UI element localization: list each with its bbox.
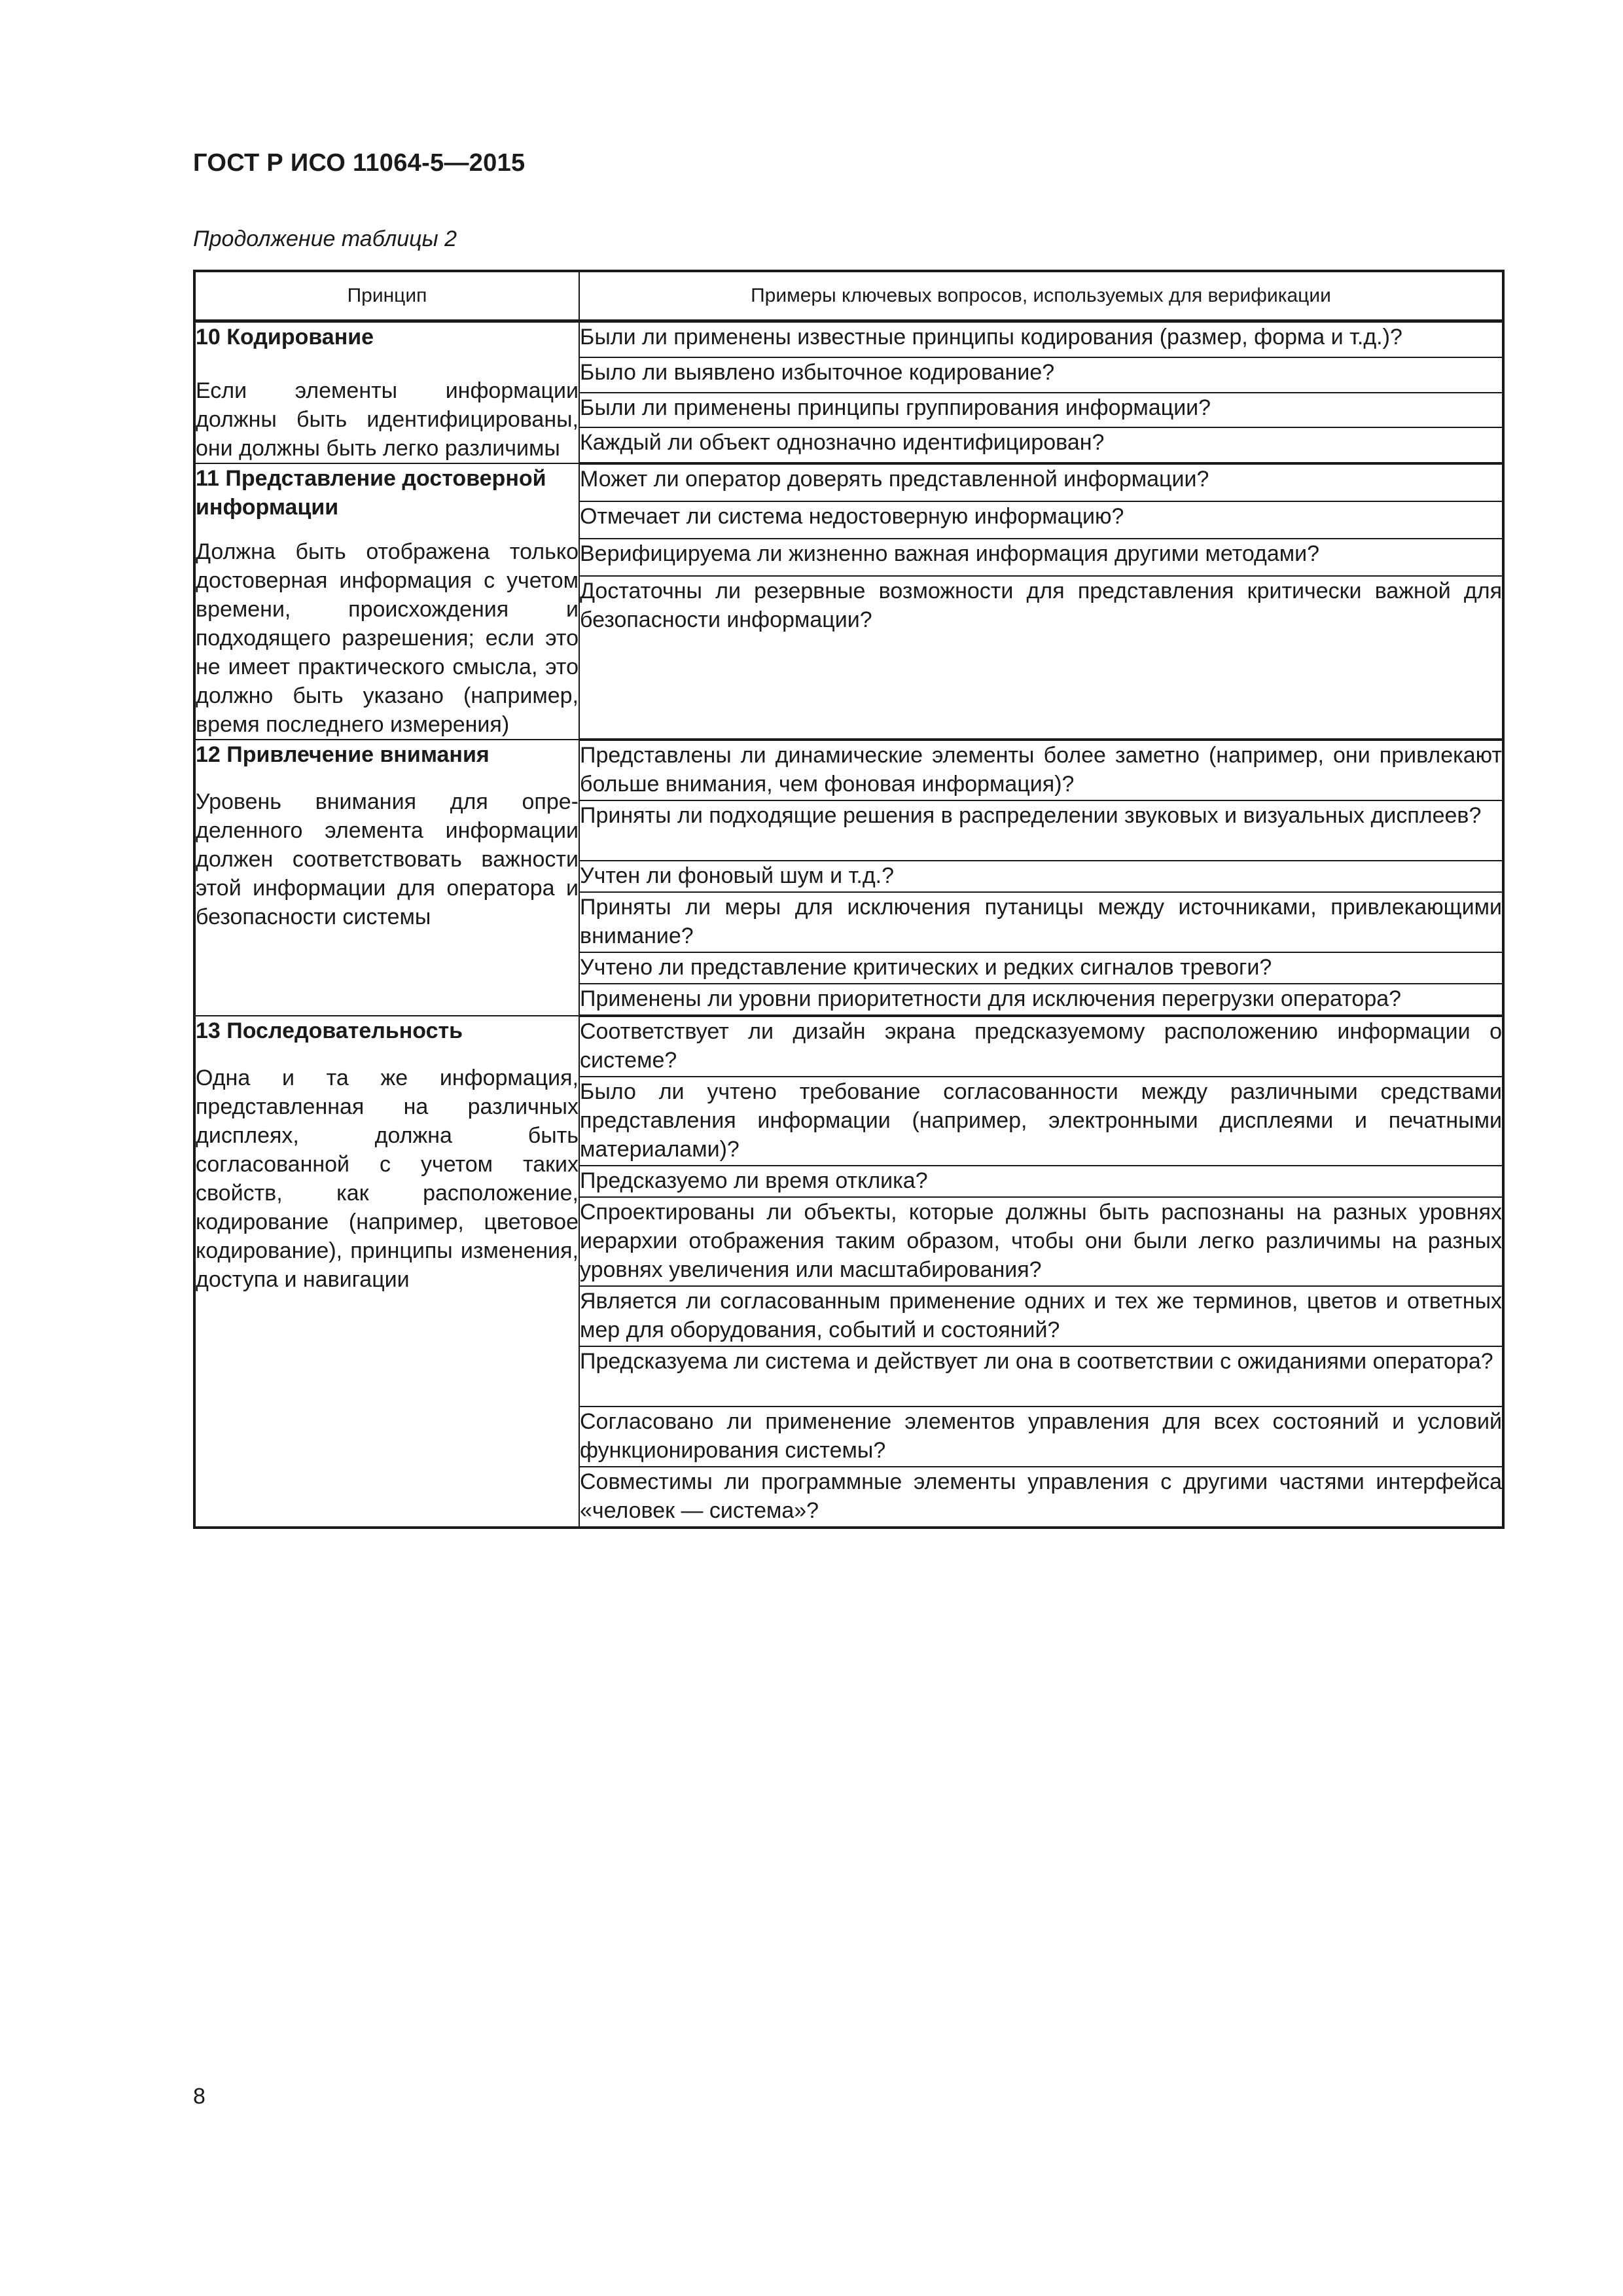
table-header-row — [194, 271, 1503, 321]
question-cell: Было ли выявлено избыточное кодирование? — [579, 357, 1503, 393]
table-row — [194, 1016, 1503, 1077]
question-cell: Согласовано ли применение элементов управления для всех состояний и условий функционирования системы? — [579, 1407, 1503, 1467]
question-cell: Приняты ли меры для исключения путаницы между источниками, привлекающими внимание? — [579, 892, 1503, 952]
principle-title: 11 Представление достоверной информации — [196, 466, 546, 520]
question-cell: Достаточны ли резервные возможности для представления критически важной для безопасности информации? — [579, 576, 1503, 740]
question-cell: Было ли учтено требование согласованности между различными средствами представления информации (например, электронными дисплеями и печатными материалами)? — [579, 1077, 1503, 1166]
principle-cell-13 — [194, 1016, 579, 1528]
question-cell: Приняты ли подходящие решения в распределении звуковых и визуальных дисплеев? — [579, 800, 1503, 861]
principle-description: Уровень внимания для определенного элемента информации должен соответствовать важности этой информации для оператора и безопасности системы — [196, 789, 579, 929]
table-caption: Продолжение таблицы 2 — [193, 226, 457, 251]
question-cell: Каждый ли объект однозначно идентифицирован? — [579, 427, 1503, 463]
column-header-questions: Примеры ключевых вопросов, используемых для верификации — [579, 271, 1503, 321]
document-code: ГОСТ Р ИСО 11064-5—2015 — [193, 149, 526, 177]
page-number: 8 — [193, 2084, 205, 2109]
table-row — [194, 321, 1503, 357]
principle-title: 12 Привлечение внимания — [196, 742, 490, 767]
principle-description: Одна и та же информация, представленная на различных дисплеях, должна быть согласованной с учетом таких свойств, как расположение, кодирование (например, цветовое кодирование), принципы изменения, доступа и навигации — [196, 1066, 579, 1292]
question-cell: Представлены ли динамические элементы более заметно (например, они привлекают больше внимания, чем фоновая информация)? — [579, 740, 1503, 800]
principle-title: 13 Последовательность — [196, 1018, 463, 1043]
principles-table — [193, 270, 1505, 1529]
principle-description: Должна быть отображена только достоверная информация с учетом времени, происхождения и подходящего разрешения; если это не имеет практического смысла, это должно быть указано (например, время последнего измерения) — [196, 539, 579, 737]
question-cell: Учтен ли фоновый шум и т.д.? — [579, 861, 1503, 892]
question-cell: Совместимы ли программные элементы управления с другими частями интерфейса «человек — система»? — [579, 1467, 1503, 1528]
question-cell: Является ли согласованным применение одних и тех же терминов, цветов и ответных мер для оборудования, событий и состояний? — [579, 1286, 1503, 1346]
principle-cell-10 — [194, 321, 579, 464]
question-cell: Были ли применены известные принципы кодирования (размер, форма и т.д.)? — [579, 321, 1503, 357]
principle-title: 10 Кодирование — [196, 325, 374, 350]
principle-description: Если элементы информации должны быть идентифицированы, они должны быть легко различимы — [196, 378, 579, 461]
table-row — [194, 740, 1503, 800]
table-row — [194, 463, 1503, 501]
question-cell: Соответствует ли дизайн экрана предсказуемому расположению информации о системе? — [579, 1016, 1503, 1077]
question-cell: Предсказуема ли система и действует ли она в соответствии с ожиданиями оператора? — [579, 1346, 1503, 1407]
question-cell: Предсказуемо ли время отклика? — [579, 1166, 1503, 1197]
column-header-principle: Принцип — [194, 271, 579, 321]
question-cell: Были ли применены принципы группирования информации? — [579, 393, 1503, 428]
question-cell: Отмечает ли система недостоверную информацию? — [579, 501, 1503, 539]
question-cell: Учтено ли представление критических и редких сигналов тревоги? — [579, 952, 1503, 984]
question-cell: Верифицируема ли жизненно важная информация другими методами? — [579, 539, 1503, 576]
principle-cell-11 — [194, 463, 579, 740]
principle-cell-12 — [194, 740, 579, 1016]
question-cell: Применены ли уровни приоритетности для исключения перегрузки оператора? — [579, 984, 1503, 1016]
question-cell: Может ли оператор доверять представленной информации? — [579, 463, 1503, 501]
question-cell: Спроектированы ли объекты, которые должны быть распознаны на разных уровнях иерархии отображения таким образом, чтобы они были легко различимы на разных уровнях увеличения или масштабирования? — [579, 1197, 1503, 1286]
